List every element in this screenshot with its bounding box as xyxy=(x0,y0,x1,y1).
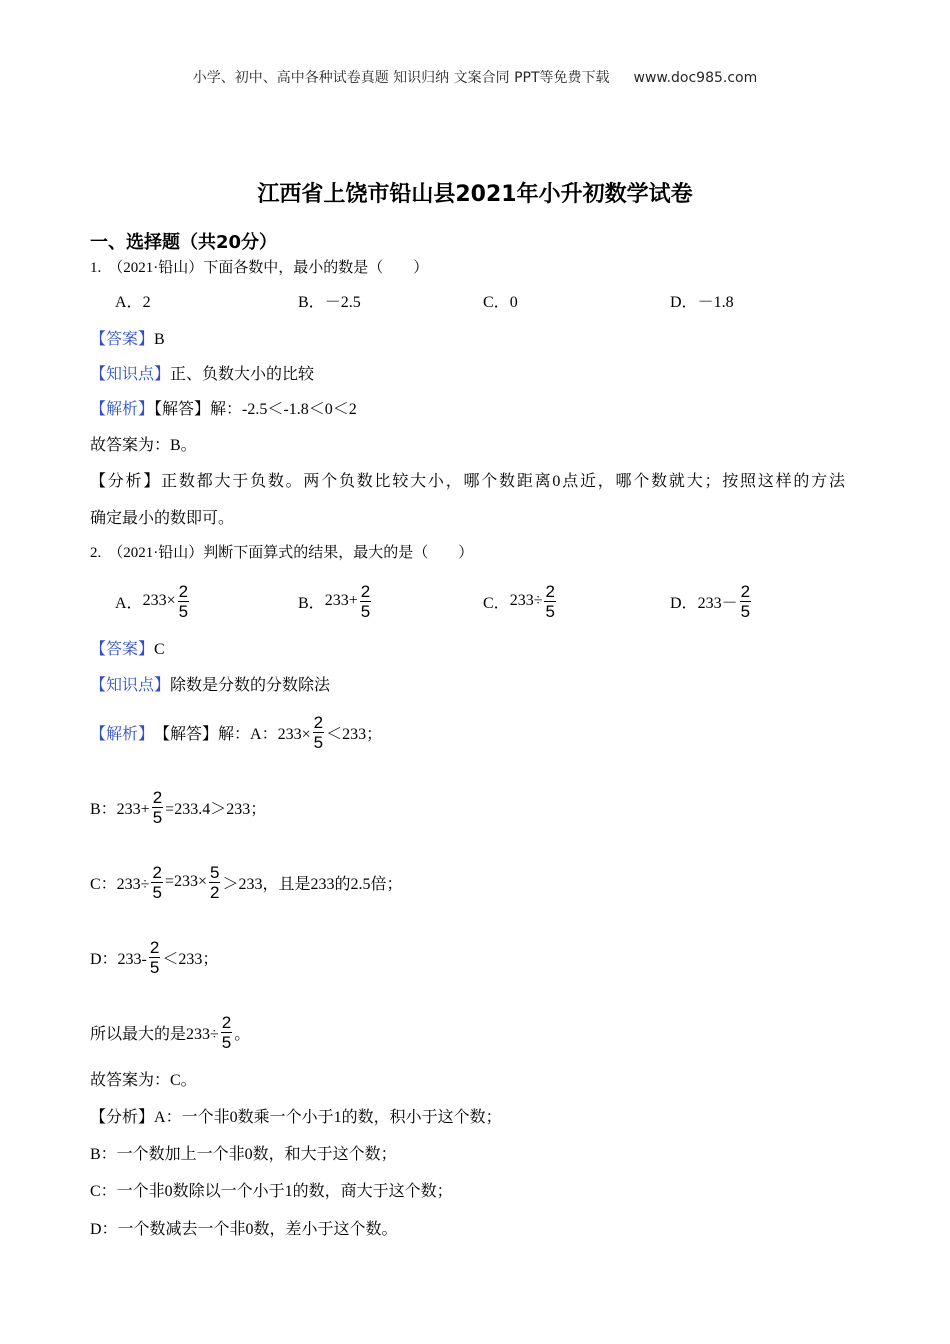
q2-conclusion: 故答案为：C。 xyxy=(90,1072,197,1089)
solution-suffix: ＜233； xyxy=(162,950,219,968)
fraction-denominator: 5 xyxy=(545,601,555,621)
q2-option-a xyxy=(115,577,191,625)
solution-prefix: C：233÷ xyxy=(90,875,150,893)
q1-analysis xyxy=(90,400,357,420)
page-header xyxy=(0,68,950,88)
reasoning-tag: 【分析】 xyxy=(90,473,162,490)
solution-prefix: D：233- xyxy=(90,950,147,968)
q1-knowledge-text: 正、负数大小的比较 xyxy=(170,366,315,383)
fraction-numerator: 2 xyxy=(152,787,163,807)
fraction-denominator: 5 xyxy=(152,807,163,827)
fraction-numerator: 2 xyxy=(545,581,555,601)
q2-options xyxy=(0,577,950,625)
option-text: 0 xyxy=(509,294,518,311)
fraction-numerator: 2 xyxy=(360,581,371,601)
q2-reasoning-line-4: D：一个数减去一个非0数，差小于这个数。 xyxy=(90,1221,398,1238)
answer-tag: 【答案】 xyxy=(90,331,155,348)
q1-option-b xyxy=(298,293,361,313)
solution-prefix: 所以最大的是233÷ xyxy=(90,1025,219,1043)
reasoning-tag: 【分析】 xyxy=(90,1109,155,1126)
fraction xyxy=(151,863,162,902)
q1-stem-text: （2021·铅山）下面各数中，最小的数是（ ） xyxy=(108,260,429,276)
fraction xyxy=(221,1013,232,1052)
option-label: B． xyxy=(298,294,325,311)
solution-suffix: ＜233； xyxy=(326,725,383,743)
fraction xyxy=(360,582,371,621)
solution-suffix: ＞233，且是233的2.5倍； xyxy=(222,875,403,893)
q2-solution-a xyxy=(90,708,382,756)
q2-reasoning-line-1 xyxy=(90,1108,502,1128)
fraction-numerator: 5 xyxy=(209,862,220,882)
option-expr: 233÷ xyxy=(509,592,543,609)
fraction-denominator: 5 xyxy=(178,601,189,621)
fraction xyxy=(313,713,324,752)
header-text: 小学、初中、高中各种试卷真题 知识归纳 文案合同 PPT等免费下载 xyxy=(192,70,610,86)
q2-number: 2. xyxy=(90,545,102,561)
analysis-tag: 【解析】 xyxy=(90,401,155,418)
q1-reasoning-line-2: 确定最小的数即可。 xyxy=(90,510,235,527)
option-text: －1.8 xyxy=(697,294,734,311)
fraction xyxy=(740,582,751,621)
q1-option-a xyxy=(115,293,151,313)
q2-reasoning-line-3: C：一个非0数除以一个小于1的数，商大于这个数； xyxy=(90,1183,453,1200)
q1-reasoning-text: 正数都大于负数。两个负数比较大小，哪个数距离0点近，哪个数就大；按照这样的方法 xyxy=(161,473,845,490)
q1-conclusion: 故答案为：B。 xyxy=(90,437,197,454)
q2-solution-c xyxy=(90,858,402,906)
q2-reasoning-text: A：一个非0数乘一个小于1的数，积小于这个数； xyxy=(154,1109,502,1126)
q1-answer xyxy=(90,330,165,350)
fraction xyxy=(209,863,220,902)
knowledge-tag: 【知识点】 xyxy=(90,366,171,383)
fraction xyxy=(149,938,160,977)
option-label: D． xyxy=(670,594,698,612)
fraction-numerator: 2 xyxy=(221,1012,232,1032)
option-expr: 233+ xyxy=(324,592,358,609)
q1-number: 1. xyxy=(90,260,102,276)
q1-reasoning-line-1 xyxy=(90,472,845,492)
fraction-denominator: 5 xyxy=(360,601,371,621)
q1-option-d xyxy=(670,293,734,313)
fraction xyxy=(152,788,163,827)
q1-knowledge xyxy=(90,365,314,385)
option-label: A． xyxy=(115,294,143,311)
q2-answer-value: C xyxy=(154,641,165,658)
solution-prefix: B：233+ xyxy=(90,800,150,818)
q1-stem xyxy=(90,258,428,278)
section-title: 一、选择题（共20分） xyxy=(90,232,278,253)
option-label: C． xyxy=(483,594,510,612)
solution-tag: 【解答】 xyxy=(154,725,219,743)
fraction-denominator: 5 xyxy=(313,732,324,752)
q1-options xyxy=(0,293,950,313)
q2-reasoning-line-2: B：一个数加上一个非0数，和大于这个数； xyxy=(90,1146,397,1163)
fraction xyxy=(178,582,189,621)
q2-stem xyxy=(90,543,473,563)
solution-suffix: =233.4＞233； xyxy=(165,800,267,818)
exam-title: 江西省上饶市铅山县2021年小升初数学试卷 xyxy=(257,182,693,207)
header-site: www.doc985.com xyxy=(633,70,758,86)
fraction-denominator: 5 xyxy=(221,1032,232,1052)
fraction-numerator: 2 xyxy=(178,581,189,601)
q2-option-b xyxy=(298,577,373,625)
solution-suffix: 。 xyxy=(234,1025,251,1043)
fraction-numerator: 2 xyxy=(152,862,162,882)
knowledge-tag: 【知识点】 xyxy=(90,677,171,694)
q2-solution-result xyxy=(90,1008,250,1056)
fraction-numerator: 2 xyxy=(740,581,751,601)
option-text: －2.5 xyxy=(324,294,361,311)
answer-tag: 【答案】 xyxy=(90,641,155,658)
q1-answer-value: B xyxy=(154,331,165,348)
option-label: A． xyxy=(115,594,143,612)
q2-knowledge-text: 除数是分数的分数除法 xyxy=(170,677,331,694)
option-text: 2 xyxy=(142,294,151,311)
option-label: D． xyxy=(670,294,698,311)
solution-mid: =233× xyxy=(164,873,207,890)
solution-prefix: 解：A：233× xyxy=(218,725,311,743)
q2-option-d xyxy=(670,577,753,625)
analysis-tag: 【解析】 xyxy=(90,725,155,743)
q2-answer xyxy=(90,640,165,660)
fraction-denominator: 5 xyxy=(152,882,162,902)
q2-solution-d xyxy=(90,933,218,981)
q2-knowledge xyxy=(90,676,330,696)
option-label: B． xyxy=(298,594,325,612)
q1-solution-text: 解：-2.5＜-1.8＜0＜2 xyxy=(210,401,357,418)
q2-solution-b xyxy=(90,783,266,831)
q2-option-c xyxy=(483,577,558,625)
option-expr: 233× xyxy=(142,592,176,609)
fraction-numerator: 2 xyxy=(149,937,160,957)
fraction-numerator: 2 xyxy=(313,712,324,732)
option-expr: 233－ xyxy=(697,594,738,612)
fraction-denominator: 2 xyxy=(209,882,220,902)
q1-option-c xyxy=(483,293,518,313)
fraction-denominator: 5 xyxy=(149,957,160,977)
q2-stem-text: （2021·铅山）判断下面算式的结果，最大的是（ ） xyxy=(108,545,474,561)
fraction xyxy=(544,582,555,621)
option-label: C． xyxy=(483,294,510,311)
solution-tag: 【解答】 xyxy=(154,401,211,418)
fraction-denominator: 5 xyxy=(740,601,751,621)
